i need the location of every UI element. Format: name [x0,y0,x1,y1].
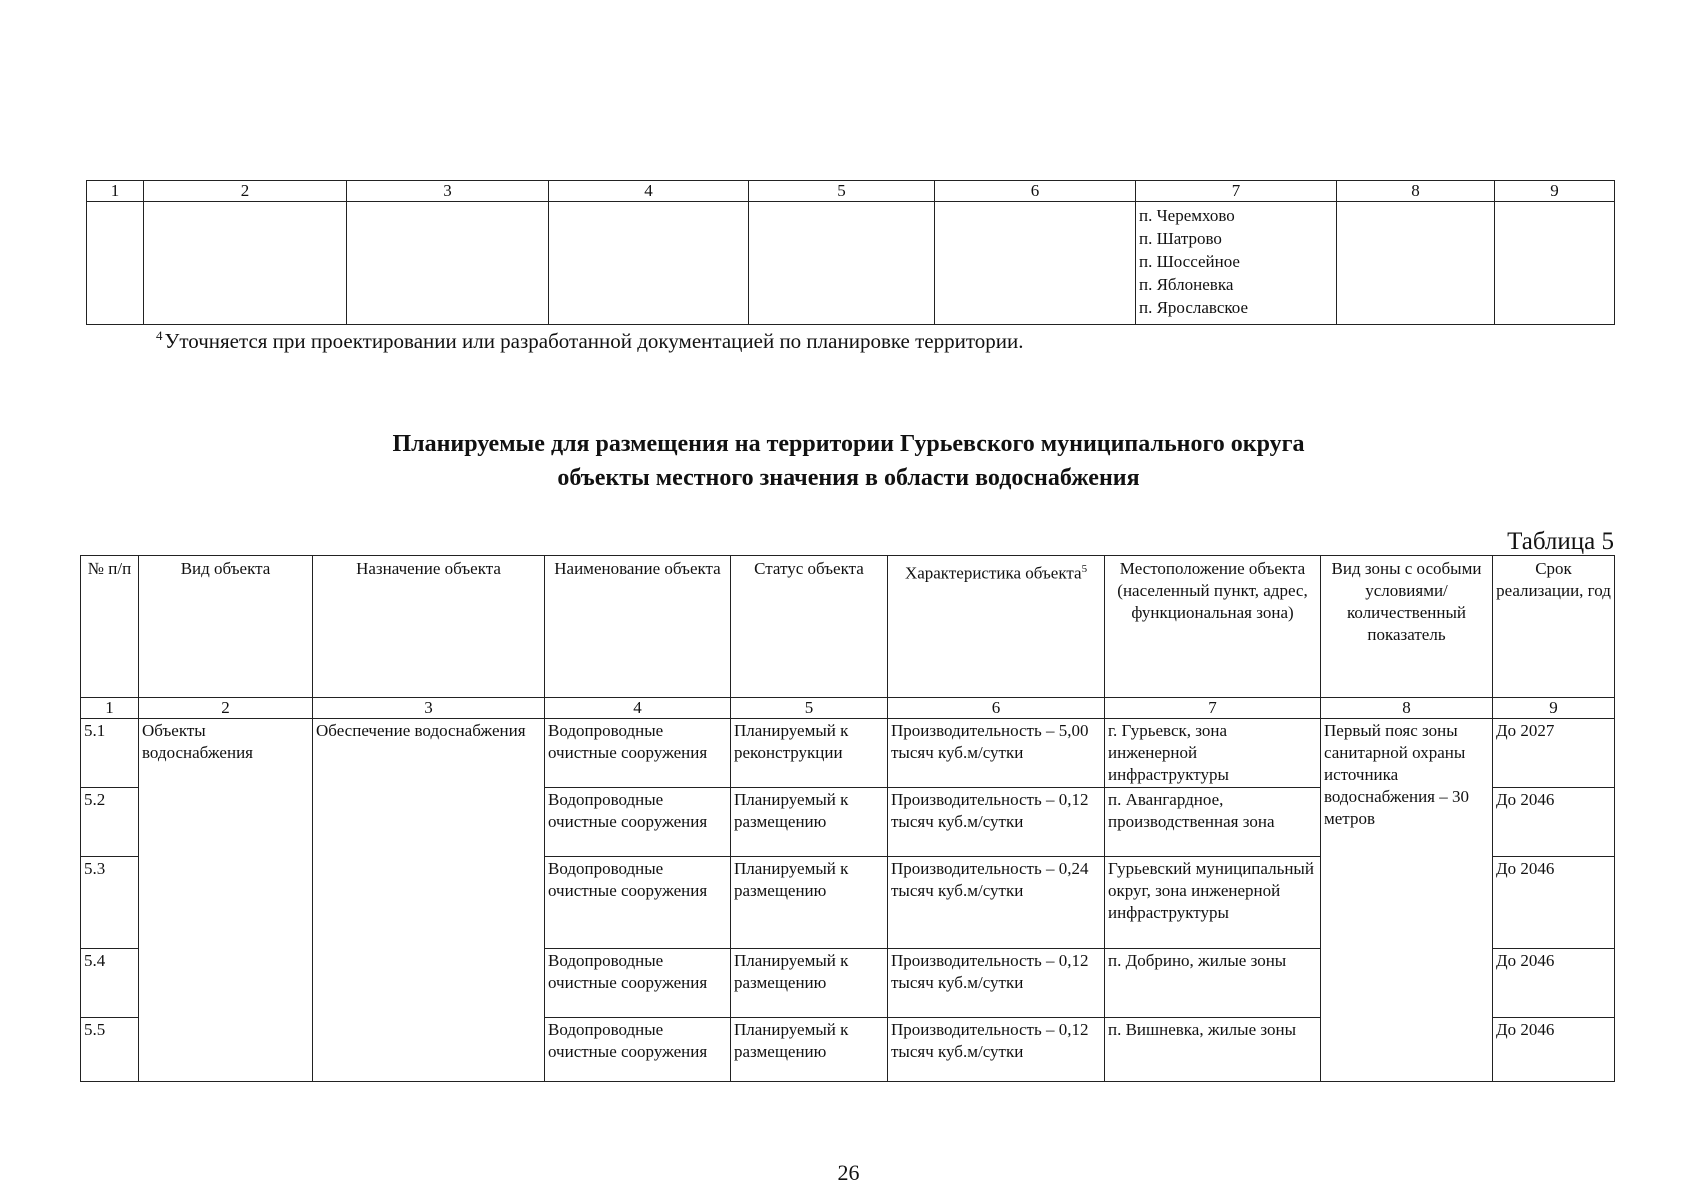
location-cell: Гурьевский муниципальный округ, зона инженерной инфраструктуры [1105,857,1321,949]
zone-cell: Первый пояс зоны санитарной охраны источника водоснабжения – 30 метров [1321,719,1493,1082]
col-number: 4 [545,698,731,719]
row-num: 5.5 [81,1018,139,1082]
status-cell: Планируемый к реконструкции [731,719,888,788]
col-number: 6 [935,181,1136,202]
purpose-cell: Обеспечение водоснабжения [313,719,545,1082]
row-num: 5.1 [81,719,139,788]
col-number: 2 [144,181,347,202]
continued-table [86,180,1615,325]
name-cell: Водопроводные очистные сооружения [545,788,731,857]
header-object-type: Вид объекта [139,556,313,698]
footnote-text: Уточняется при проектировании или разработанной документацией по планировке территории. [164,329,1024,353]
header-row [81,556,1615,698]
characteristic-cell: Производительность – 0,12 тысяч куб.м/сутки [888,788,1105,857]
col-number: 5 [749,181,935,202]
status-cell: Планируемый к размещению [731,1018,888,1082]
row-num: 5.3 [81,857,139,949]
header-characteristic [888,556,1105,698]
location-cell: п. Добрино, жилые зоны [1105,949,1321,1018]
section-title-line-2: объекты местного значения в области водоснабжения [557,465,1140,491]
header-characteristic-text: Характеристика объекта [904,563,1082,583]
row-num: 5.4 [81,949,139,1018]
location-item: п. Ярославское [1139,298,1249,317]
location-cell: п. Авангардное, производственная зона [1105,788,1321,857]
footnote-ref: 5 [1081,563,1088,575]
column-number-row [87,181,1615,202]
empty-cell [87,202,144,325]
empty-cell [1495,202,1615,325]
empty-cell [749,202,935,325]
characteristic-cell: Производительность – 5,00 тысяч куб.м/сутки [888,719,1105,788]
header-status: Статус объекта [731,556,888,698]
location-item: п. Яблоневка [1139,275,1234,294]
header-term: Срок реализации, год [1493,556,1615,698]
table-row [87,202,1615,325]
location-item: п. Шоссейное [1139,252,1240,271]
status-cell: Планируемый к размещению [731,857,888,949]
name-cell: Водопроводные очистные сооружения [545,719,731,788]
location-item: п. Черемхово [1139,206,1235,225]
col-number: 5 [731,698,888,719]
empty-cell [347,202,549,325]
col-number: 8 [1321,698,1493,719]
page-number: 26 [837,1160,860,1185]
column-number-row [81,698,1615,719]
term-cell: До 2046 [1493,949,1615,1018]
col-number: 7 [1105,698,1321,719]
col-number: 9 [1493,698,1615,719]
name-cell: Водопроводные очистные сооружения [545,857,731,949]
col-number: 2 [139,698,313,719]
col-number: 9 [1495,181,1615,202]
water-supply-table [80,555,1615,1082]
empty-cell [144,202,347,325]
header-purpose: Назначение объекта [313,556,545,698]
location-cell: г. Гурьевск, зона инженерной инфраструктуры [1105,719,1321,788]
name-cell: Водопроводные очистные сооружения [545,1018,731,1082]
header-num: № п/п [81,556,139,698]
empty-cell [549,202,749,325]
term-cell: До 2046 [1493,857,1615,949]
status-cell: Планируемый к размещению [731,949,888,1018]
header-location: Местоположение объекта (населенный пункт, адрес, функциональная зона) [1105,556,1321,698]
term-cell: До 2046 [1493,788,1615,857]
row-num: 5.2 [81,788,139,857]
term-cell: До 2027 [1493,719,1615,788]
col-number: 6 [888,698,1105,719]
col-number: 4 [549,181,749,202]
table-row [81,719,1615,788]
empty-cell [935,202,1136,325]
characteristic-cell: Производительность – 0,12 тысяч куб.м/сутки [888,1018,1105,1082]
col-number: 3 [313,698,545,719]
name-cell: Водопроводные очистные сооружения [545,949,731,1018]
location-item: п. Шатрово [1139,229,1222,248]
col-number: 8 [1337,181,1495,202]
footnote [156,328,1023,354]
location-cell: п. Вишневка, жилые зоны [1105,1018,1321,1082]
col-number: 3 [347,181,549,202]
status-cell: Планируемый к размещению [731,788,888,857]
empty-cell [1337,202,1495,325]
object-type-cell: Объекты водоснабжения [139,719,313,1082]
table-caption: Таблица 5 [1507,528,1614,555]
col-number: 1 [87,181,144,202]
term-cell: До 2046 [1493,1018,1615,1082]
header-name: Наименование объекта [545,556,731,698]
characteristic-cell: Производительность – 0,24 тысяч куб.м/сутки [888,857,1105,949]
footnote-mark: 4 [156,328,163,343]
characteristic-cell: Производительность – 0,12 тысяч куб.м/сутки [888,949,1105,1018]
section-title-line-1: Планируемые для размещения на территории Гурьевского муниципального округа [392,431,1305,457]
header-zone: Вид зоны с особыми условиями/ количественный показатель [1321,556,1493,698]
col-number: 7 [1136,181,1337,202]
col-number: 1 [81,698,139,719]
location-list-cell [1136,202,1337,325]
